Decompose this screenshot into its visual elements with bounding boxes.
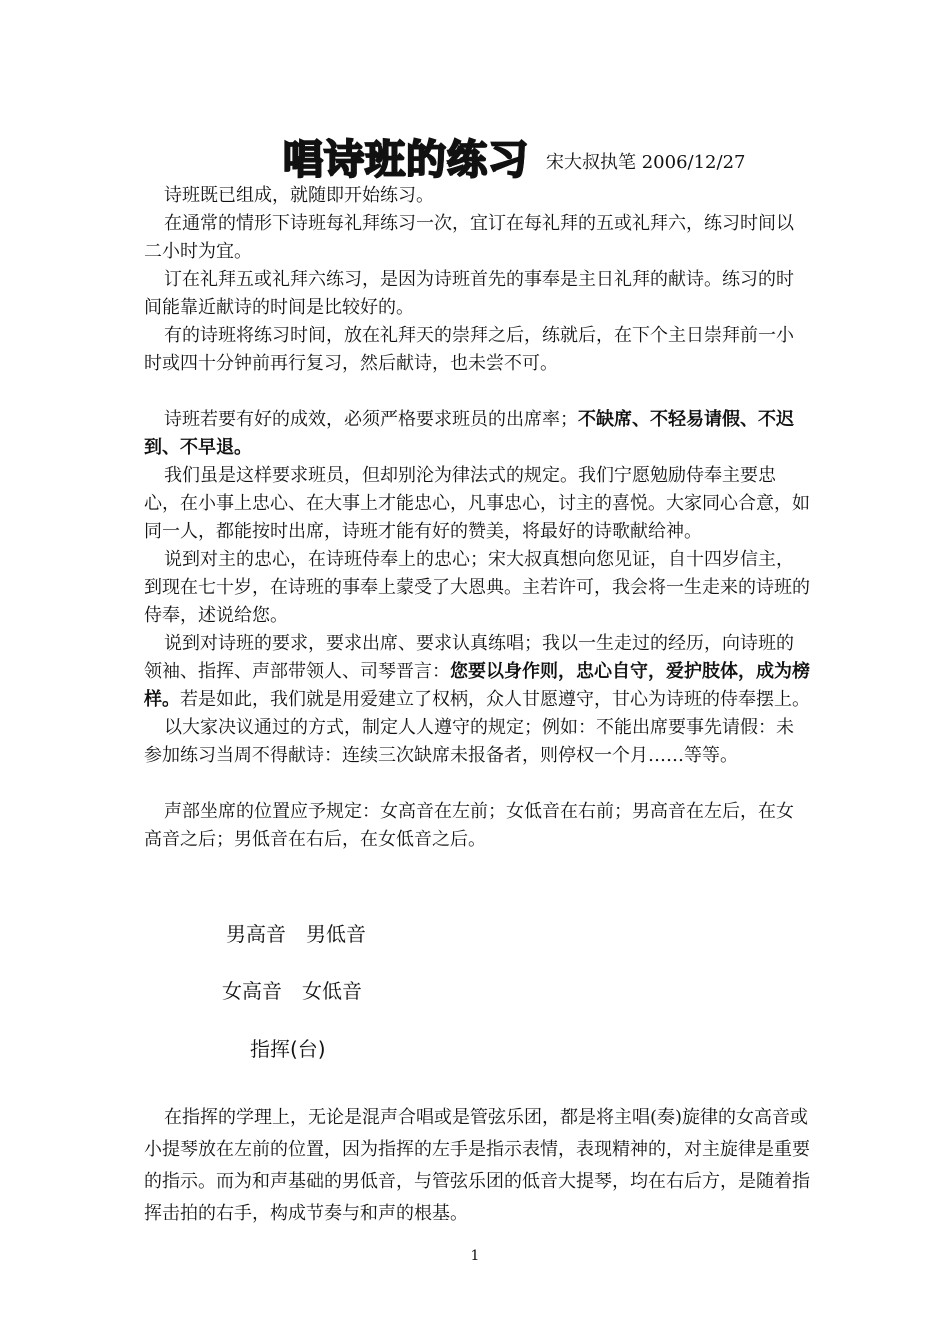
- paragraph-4: 有的诗班将练习时间，放在礼拜天的崇拜之后，练就后，在下个主日崇拜前一小时或四十分钟前再行复习，然后献诗，也未尝不可。: [144, 325, 794, 374]
- page-number: 1: [470, 1248, 480, 1264]
- paragraph-3: 订在礼拜五或礼拜六练习，是因为诗班首先的事奉是主日礼拜的献诗。练习的时间能靠近献诗的时间是比较好的。: [144, 269, 794, 318]
- seating-conductor: 指挥(台): [250, 1037, 326, 1061]
- conducting-explanation: [144, 1102, 810, 1230]
- spacer: [144, 770, 810, 798]
- seating-row-front: 女高音 女低音: [222, 979, 362, 1003]
- header: [0, 128, 950, 184]
- paragraph-11: 在指挥的学理上，无论是混声合唱或是管弦乐团，都是将主唱(奏)旋律的女高音或小提琴放在左前的位置，因为指挥的左手是指示表情，表现精神的，对主旋律是重要的指示。而为和声基础的男低音，与管弦乐团的低音大提琴，均在右后方，是随着指挥击拍的右手，构成节奏与和声的根基。: [144, 1107, 810, 1224]
- document-title: 唱诗班的练习: [283, 137, 529, 183]
- paragraph-7: 说到对主的忠心，在诗班侍奉上的忠心；宋大叔真想向您见证，自十四岁信主，到现在七十岁，在诗班的事奉上蒙受了大恩典。主若许可，我会将一生走来的诗班的侍奉，述说给您。: [144, 549, 810, 626]
- paragraph-1: 诗班既已组成，就随即开始练习。: [164, 185, 434, 206]
- author-date-byline: 宋大叔执笔 2006/12/27: [546, 152, 746, 173]
- attendance-rules: 不缺席、不轻易请假、不迟到、不早退。: [144, 409, 794, 458]
- paragraph-8-before: 说到对诗班的要求，要求出席、要求认真练唱；我以一生走过的经历，向诗班的领袖、指挥、声部带领人、司琴晋言：: [144, 633, 794, 682]
- paragraph-9: 以大家决议通过的方式，制定人人遵守的规定；例如：不能出席要事先请假：未参加练习当周不得献诗：连续三次缺席未报备者，则停权一个月……等等。: [144, 717, 794, 766]
- leader-exhortation: 您要以身作则，忠心自守，爱护肢体，成为榜样。: [144, 661, 810, 710]
- spacer: [144, 378, 810, 406]
- paragraph-5: [144, 406, 810, 462]
- paragraph-2: 在通常的情形下诗班每礼拜练习一次，宜订在每礼拜的五或礼拜六，练习时间以二小时为宜。: [144, 213, 794, 262]
- paragraph-6: 我们虽是这样要求班员，但却别沦为律法式的规定。我们宁愿勉励侍奉主要忠心，在小事上忠心、在大事上才能忠心，凡事忠心，讨主的喜悦。大家同心合意，如同一人，都能按时出席，诗班才能有好的赞美，将最好的诗歌献给神。: [144, 465, 810, 542]
- seating-row-back: 男高音 男低音: [226, 922, 366, 946]
- paragraph-10: 声部坐席的位置应予规定：女高音在左前；女低音在右前；男高音在左后，在女高音之后；男低音在右后，在女低音之后。: [144, 801, 794, 850]
- body-text: [144, 182, 810, 854]
- paragraph-8-after: 若是如此，我们就是用爱建立了权柄，众人甘愿遵守，甘心为诗班的侍奉摆上。: [180, 689, 810, 710]
- paragraph-5-text: 诗班若要有好的成效，必须严格要求班员的出席率；: [164, 409, 578, 430]
- paragraph-8: [144, 630, 810, 714]
